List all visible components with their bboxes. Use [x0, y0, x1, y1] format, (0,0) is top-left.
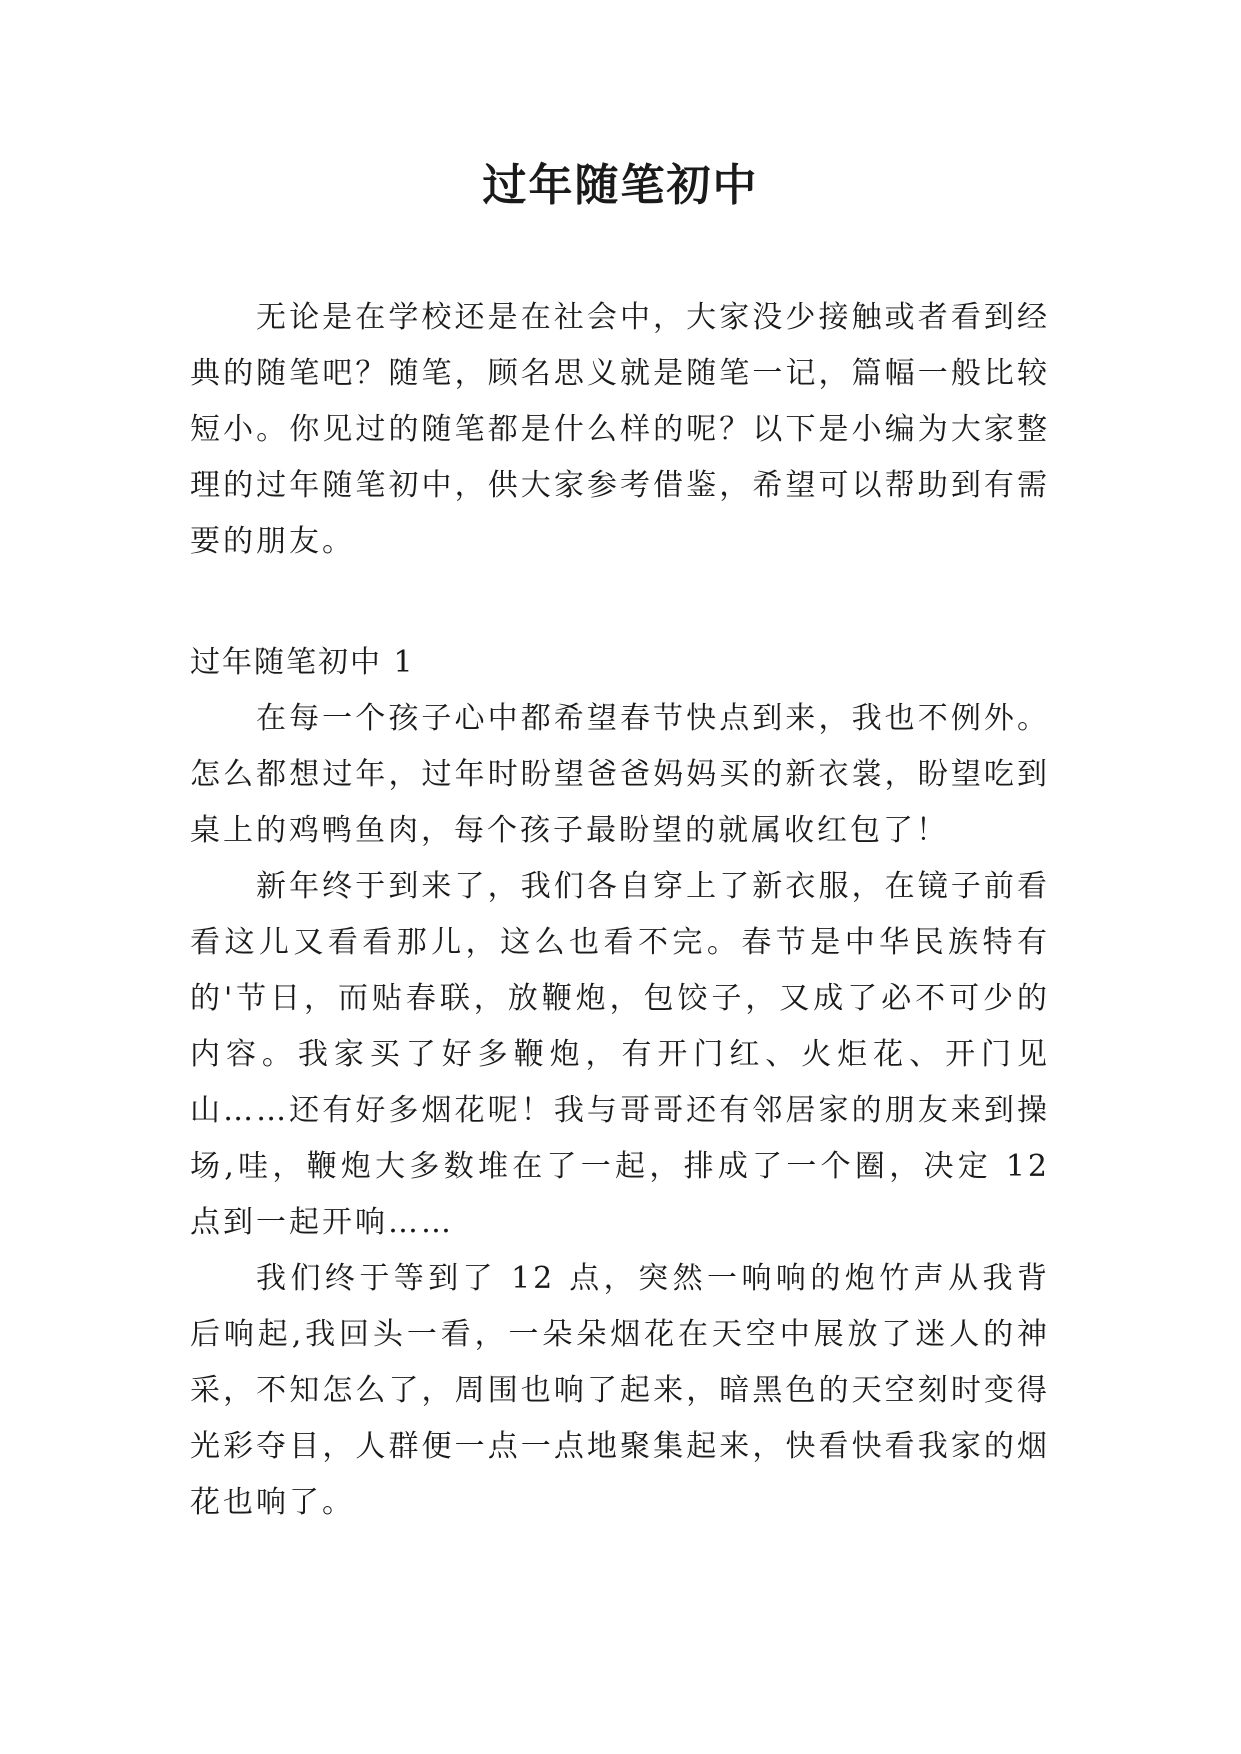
section-heading: 过年随笔初中 1	[190, 645, 415, 680]
document-title: 过年随笔初中	[482, 160, 759, 211]
essay-paragraph: 我们终于等到了 12 点，突然一响响的炮竹声从我背后响起,我回头一看，一朵朵烟花在天空中展放了迷人的神采，不知怎么了，周围也响了起来，暗黑色的天空刻时变得光彩夺目，人群便一点一点地聚集起来，快看快看我家的烟花也响了。	[190, 1261, 1050, 1520]
essay-paragraph: 在每一个孩子心中都希望春节快点到来，我也不例外。怎么都想过年，过年时盼望爸爸妈妈买的新衣裳，盼望吃到桌上的鸡鸭鱼肉，每个孩子最盼望的就属收红包了！	[190, 701, 1050, 848]
essay-paragraph: 新年终于到来了，我们各自穿上了新衣服，在镜子前看看这儿又看看那儿，这么也看不完。春节是中华民族特有的'节日，而贴春联，放鞭炮，包饺子，又成了必不可少的内容。我家买了好多鞭炮，有开门红、火炬花、开门见山……还有好多烟花呢！我与哥哥还有邻居家的朋友来到操场,哇，鞭炮大多数堆在了一起，排成了一个圈，决定 12 点到一起开响……	[190, 869, 1050, 1240]
essay-section-1	[190, 635, 1050, 1531]
intro-paragraph: 无论是在学校还是在社会中，大家没少接触或者看到经典的随笔吧？随笔，顾名思义就是随笔一记，篇幅一般比较短小。你见过的随笔都是什么样的呢？以下是小编为大家整理的过年随笔初中，供大家参考借鉴，希望可以帮助到有需要的朋友。	[190, 300, 1050, 559]
intro-block	[190, 290, 1050, 570]
